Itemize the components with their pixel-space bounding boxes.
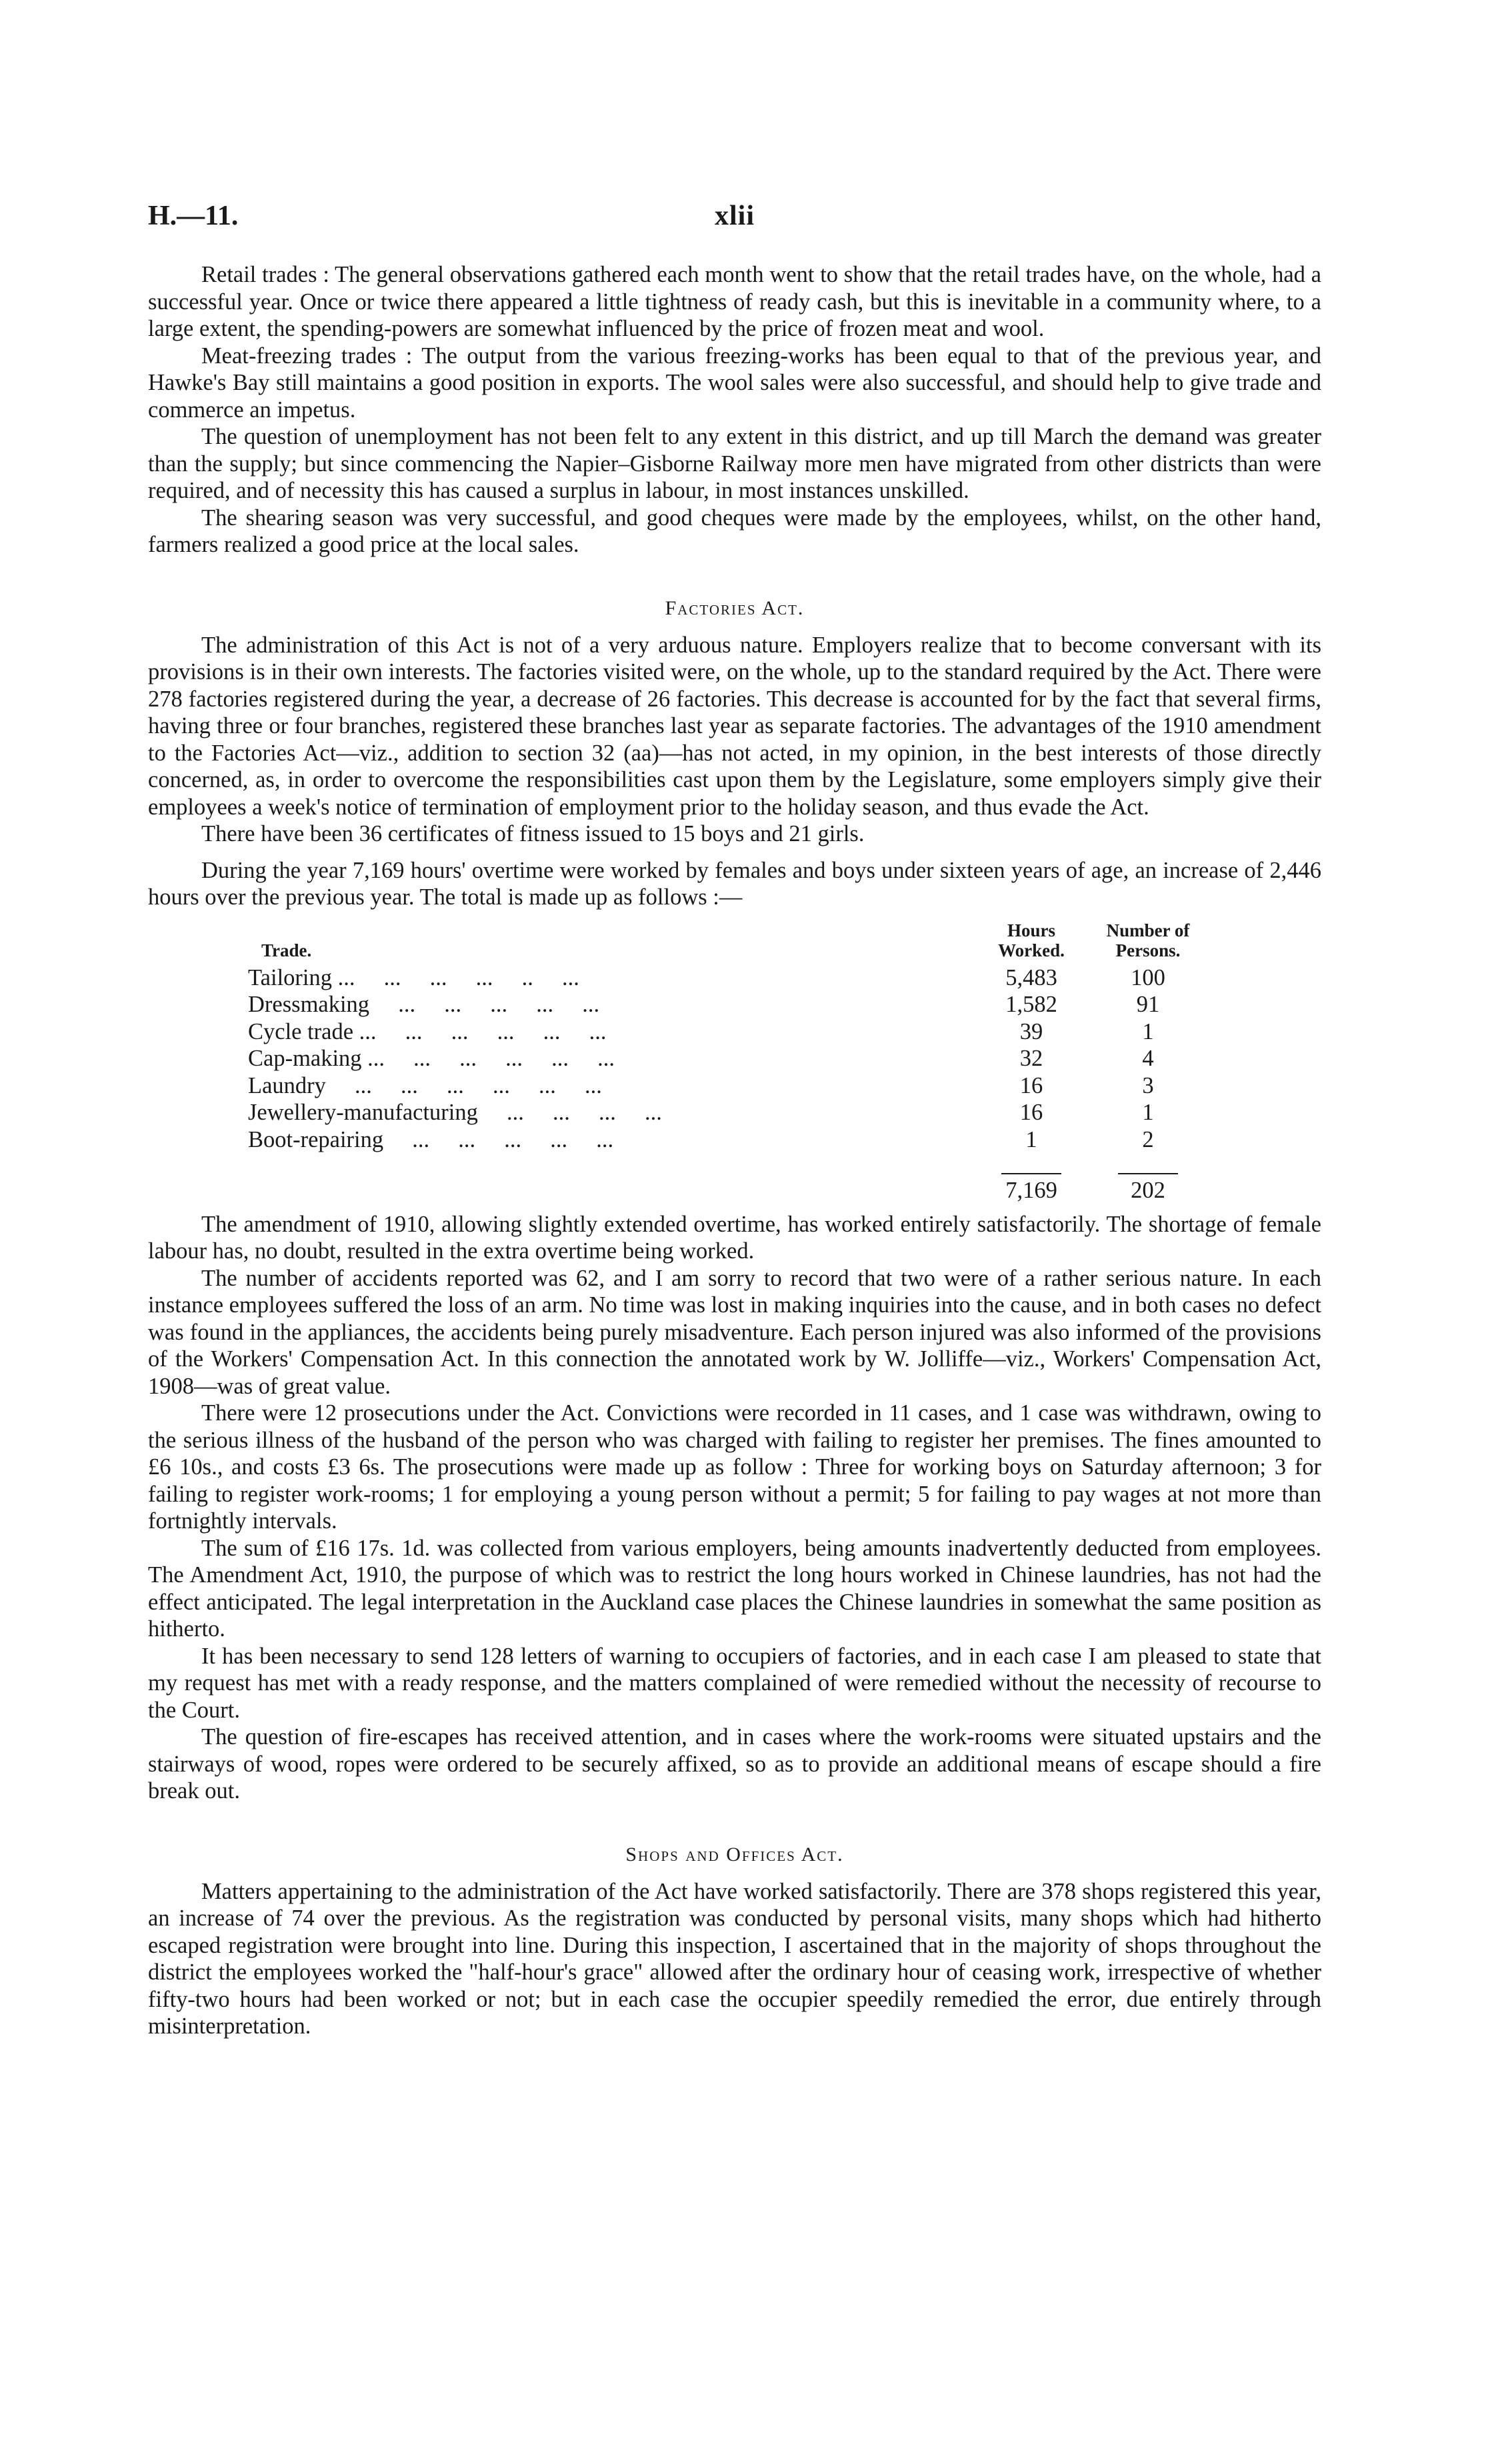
total-persons: 202 bbox=[1118, 1173, 1178, 1204]
document-page bbox=[148, 200, 1321, 2040]
paragraph-overtime-intro: During the year 7,169 hours' overtime were worked by females and boys under sixteen years of age, an increase of 2,446 hours over the previous year. The total is made up as follows :— bbox=[148, 857, 1321, 910]
table-row bbox=[248, 1126, 1221, 1154]
trade-name: Dressmaking bbox=[248, 992, 370, 1017]
overtime-table-header bbox=[248, 920, 1221, 964]
paragraph-shearing: The shearing season was very successful, and good cheques were made by the employees, whilst, on the other hand, farmers realized a good price at the local sales. bbox=[148, 505, 1321, 557]
dot-leader: ... ... ... ... ... bbox=[369, 992, 600, 1017]
dot-leader: ... ... ... ... ... ... bbox=[325, 1072, 602, 1098]
table-row bbox=[248, 1018, 1221, 1046]
header-number-of-persons: Number of Persons. bbox=[1106, 920, 1190, 960]
paragraph-shops-administration: Matters appertaining to the administration of the Act have worked satisfactorily. There are 378 shops registered this year, an increase of 74 over the previous. As the registration was conducted by personal visits, many shops which had hitherto escaped registration were brought into line. During this inspection, I ascertained that in the majority of shops throughout the district the employees worked the "half-hour's grace" allowed after the ordinary hour of ceasing work, irrespective of whether fifty-two hours had been worked or not; but in each case the occupier speedily remedied the error, due entirely through misinterpretation. bbox=[148, 1878, 1321, 2039]
total-hours: 7,169 bbox=[1001, 1173, 1061, 1204]
persons-value: 1 bbox=[1142, 1018, 1154, 1044]
trade-name: Cycle trade bbox=[248, 1018, 354, 1044]
totals-row bbox=[248, 1153, 1221, 1204]
dot-leader: ... ... ... ... ... ... bbox=[361, 1046, 615, 1071]
section-heading-factories-act: Factories Act. bbox=[665, 597, 805, 619]
table-row bbox=[248, 991, 1221, 1018]
paragraph-sums-collected: The sum of £16 17s. 1d. was collected from various employers, being amounts inadvertently deducted from employees. The Amendment Act, 1910, the purpose of which was to restrict the long hours worked in Chinese laundries, has not had the effect anticipated. The legal interpretation in the Auckland case places the Chinese laundries in somewhat the same position as hitherto. bbox=[148, 1535, 1321, 1642]
table-row bbox=[248, 964, 1221, 992]
hours-value: 1 bbox=[1025, 1126, 1037, 1152]
dot-leader: ... ... ... ... ... ... bbox=[353, 1018, 607, 1044]
hours-value: 1,582 bbox=[1005, 992, 1057, 1017]
paragraph-retail-trades: Retail trades : The general observations gathered each month went to show that the retail trades have, on the whole, had a successful year. Once or twice there appeared a little tightness of ready cash, but this is inevitable in a community where, to a large extent, the spending-powers are somewhat influenced by the price of frozen meat and wool. bbox=[148, 262, 1321, 341]
hours-value: 16 bbox=[1019, 1100, 1043, 1125]
paragraph-unemployment: The question of unemployment has not been felt to any extent in this district, and up till March the demand was greater than the supply; but since commencing the Napier–Gisborne Railway more men have migrated from other districts than were required, and of necessity this has caused a surplus in labour, in most instances unskilled. bbox=[148, 424, 1321, 503]
header-trade: Trade. bbox=[261, 940, 312, 960]
dot-leader: ... ... ... ... bbox=[477, 1100, 662, 1125]
table-row bbox=[248, 1072, 1221, 1100]
trade-name: Jewellery-manufacturing bbox=[248, 1100, 478, 1125]
paragraph-prosecutions: There were 12 prosecutions under the Act. Convictions were recorded in 11 cases, and 1 case was withdrawn, owing to the serious illness of the husband of the person who was charged with failing to register her premises. The fines amounted to £6 10s., and costs £3 6s. The prosecutions were made up as follow : Three for working boys on Saturday afternoon; 3 for failing to register work-rooms; 1 for employing a young person without a permit; 5 for failing to pay wages at not more than fortnightly intervals. bbox=[148, 1400, 1321, 1534]
paragraph-accidents: The number of accidents reported was 62, and I am sorry to record that two were of a rather serious nature. In each instance employees suffered the loss of an arm. No time was lost in making inquiries into the cause, and in both cases no defect was found in the appliances, the accidents being purely misadventure. Each person injured was also informed of the provisions of the Workers' Compensation Act. In this connection the annotated work by W. Jolliffe—viz., Workers' Compensation Act, 1908—was of great value. bbox=[148, 1265, 1321, 1399]
persons-value: 91 bbox=[1136, 992, 1160, 1017]
dot-leader: ... ... ... ... .. ... bbox=[331, 964, 579, 990]
persons-value: 1 bbox=[1142, 1100, 1154, 1125]
hours-value: 5,483 bbox=[1005, 964, 1057, 990]
paragraph-factories-administration: The administration of this Act is not of a very arduous nature. Employers realize that to become conversant with its provisions is in their own interests. The factories visited were, on the whole, up to the standard required by the Act. There were 278 factories registered during the year, a decrease of 26 factories. This decrease is accounted for by the fact that several firms, having three or four branches, registered these branches last year as separate factories. The advantages of the 1910 amendment to the Factories Act—viz., addition to section 32 (aa)—has not acted, in my opinion, in the best interests of those directly concerned, as, in order to overcome the responsibilities cast upon them by the Legislature, some employers simply give their employees a week's notice of termination of employment prior to the holiday season, and thus evade the Act. bbox=[148, 632, 1321, 820]
page-number: xlii bbox=[714, 201, 755, 231]
dot-leader: ... ... ... ... ... bbox=[383, 1126, 614, 1152]
section-heading-shops-and-offices-act: Shops and Offices Act. bbox=[625, 1843, 844, 1865]
page-header bbox=[148, 200, 1321, 248]
persons-value: 3 bbox=[1142, 1072, 1154, 1098]
persons-value: 2 bbox=[1142, 1126, 1154, 1152]
persons-value: 100 bbox=[1131, 964, 1165, 990]
paragraph-certificates: There have been 36 certificates of fitness issued to 15 boys and 21 girls. bbox=[201, 821, 865, 846]
trade-name: Laundry bbox=[248, 1072, 326, 1098]
paragraph-warning-letters: It has been necessary to send 128 letters of warning to occupiers of factories, and in each case I am pleased to state that my request has met with a ready response, and the matters complained of were remedied without the necessity of recourse to the Court. bbox=[148, 1643, 1321, 1723]
hours-value: 16 bbox=[1019, 1072, 1043, 1098]
hours-value: 39 bbox=[1019, 1018, 1043, 1044]
overtime-table bbox=[248, 920, 1221, 1204]
table-row bbox=[248, 1045, 1221, 1072]
document-code: H.—11. bbox=[148, 201, 239, 231]
hours-value: 32 bbox=[1019, 1046, 1043, 1071]
trade-name: Cap-making bbox=[248, 1046, 362, 1071]
table-row bbox=[248, 1099, 1221, 1126]
trade-name: Tailoring bbox=[248, 964, 332, 990]
paragraph-fire-escapes: The question of fire-escapes has received attention, and in cases where the work-rooms were situated upstairs and the stairways of wood, ropes were ordered to be securely affixed, so as to provide an additional means of escape should a fire break out. bbox=[148, 1724, 1321, 1804]
paragraph-meat-freezing: Meat-freezing trades : The output from the various freezing-works has been equal to that of the previous year, and Hawke's Bay still maintains a good position in exports. The wool sales were also successful, and should help to give trade and commerce an impetus. bbox=[148, 343, 1321, 423]
persons-value: 4 bbox=[1142, 1046, 1154, 1071]
trade-name: Boot-repairing bbox=[248, 1126, 384, 1152]
paragraph-amendment-1910: The amendment of 1910, allowing slightly extended overtime, has worked entirely satisfactorily. The shortage of female labour has, no doubt, resulted in the extra overtime being worked. bbox=[148, 1211, 1321, 1264]
header-hours-worked: Hours Worked. bbox=[998, 920, 1065, 960]
